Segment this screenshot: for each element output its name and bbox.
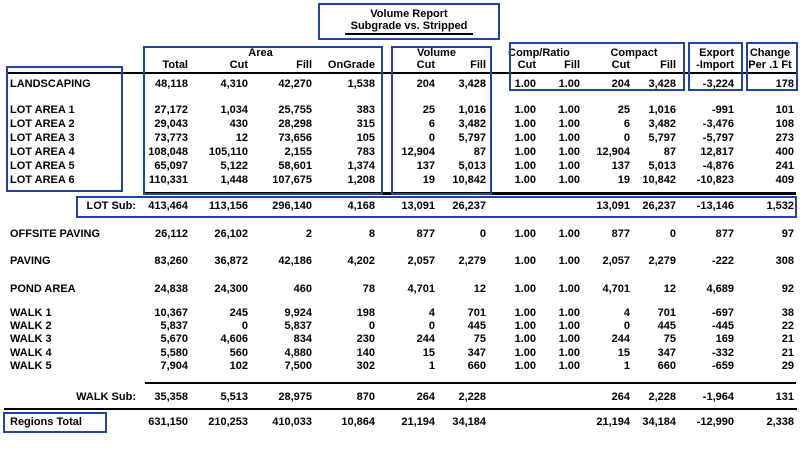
cell-vol-cut: 137: [416, 160, 435, 172]
cell-total: 110,331: [148, 174, 188, 186]
header-col-ratio-cut: Cut: [517, 59, 536, 71]
table-row: [0, 78, 800, 91]
header-group-volume: Volume: [417, 47, 456, 59]
cell-compact-fill: 660: [657, 360, 676, 372]
table-row: [0, 391, 800, 404]
cell-ongrade: 870: [356, 391, 375, 403]
header-col-change-per-ft: Per .1 Ft: [748, 59, 792, 71]
header-col-compact-cut: Cut: [611, 59, 630, 71]
cell-total: 73,773: [154, 132, 188, 144]
walk-subtotal-rule: [145, 382, 796, 384]
cell-compact-fill: 3,428: [648, 78, 676, 90]
cell-vol-cut: 0: [428, 132, 435, 144]
lot-subtotal-rule: [145, 192, 796, 195]
cell-ratio-fill: 1.00: [558, 320, 580, 332]
cell-ratio-cut: 1.00: [514, 104, 536, 116]
cell-ratio-cut: 1.00: [514, 360, 536, 372]
cell-change-per-ft: 400: [775, 146, 794, 158]
row-label: LANDSCAPING: [10, 78, 91, 90]
cell-total: 48,118: [154, 78, 188, 90]
cell-total: 29,043: [154, 118, 188, 130]
cell-compact-cut: 25: [617, 104, 630, 116]
cell-total: 7,904: [160, 360, 188, 372]
cell-ratio-fill: [542, 416, 586, 429]
cell-total: 10,367: [154, 307, 188, 319]
cell-ratio-cut: 1.00: [514, 333, 536, 345]
cell-ongrade: 8: [368, 228, 375, 240]
cell-ongrade: 302: [356, 360, 375, 372]
cell-change-per-ft: 21: [781, 333, 794, 345]
cell-compact-cut: 4: [623, 307, 630, 319]
cell-total: 5,670: [160, 333, 188, 345]
cell-compact-fill: 701: [657, 307, 676, 319]
cell-export-import: -1,964: [702, 391, 734, 403]
cell-change-per-ft: 241: [775, 160, 794, 172]
cell-ratio-fill: 1.00: [558, 228, 580, 240]
cell-export-import: 4,689: [706, 283, 734, 295]
cell-area-cut: 0: [241, 320, 248, 332]
cell-vol-cut: 4,701: [407, 283, 435, 295]
cell-ratio-fill: [542, 391, 586, 404]
cell-ratio-fill: 1.00: [558, 146, 580, 158]
row-label: LOT AREA 4: [10, 146, 75, 158]
cell-vol-fill: 87: [473, 146, 486, 158]
regions-total-rule: [4, 408, 797, 410]
cell-ongrade: 230: [356, 333, 375, 345]
cell-export-import: -12,990: [696, 416, 734, 428]
cell-export-import: 169: [715, 333, 734, 345]
cell-ratio-fill: 1.00: [558, 255, 580, 267]
cell-area-cut: 5,122: [220, 160, 248, 172]
row-label: WALK 3: [10, 333, 52, 345]
cell-area-cut: 1,034: [220, 104, 248, 116]
row-label: LOT AREA 6: [10, 174, 75, 186]
cell-ratio-cut: [492, 200, 542, 213]
table-row: [0, 347, 800, 360]
cell-vol-cut: 244: [416, 333, 435, 345]
cell-export-import: -4,876: [702, 160, 734, 172]
cell-vol-cut: 264: [416, 391, 435, 403]
cell-vol-fill: 5,797: [458, 132, 486, 144]
cell-area-fill: 42,270: [278, 78, 312, 90]
row-label: LOT AREA 5: [10, 160, 75, 172]
cell-ratio-fill: [542, 200, 586, 213]
cell-ratio-fill: 1.00: [558, 104, 580, 116]
cell-vol-cut: 13,091: [401, 200, 435, 212]
table-row: [0, 333, 800, 346]
cell-change-per-ft: 101: [775, 104, 794, 116]
cell-change-per-ft: 131: [775, 391, 794, 403]
table-row: [0, 118, 800, 131]
cell-ratio-fill: 1.00: [558, 307, 580, 319]
cell-compact-fill: 5,013: [648, 160, 676, 172]
cell-area-cut: 12: [235, 132, 248, 144]
cell-ongrade: 4,168: [347, 200, 375, 212]
cell-export-import: 12,817: [700, 146, 734, 158]
cell-compact-fill: 3,482: [648, 118, 676, 130]
cell-area-cut: 560: [229, 347, 248, 359]
table-row: [0, 416, 800, 429]
cell-compact-fill: 26,237: [642, 200, 676, 212]
table-row: [0, 255, 800, 268]
header-col-vol-cut: Cut: [416, 59, 435, 71]
cell-change-per-ft: 29: [781, 360, 794, 372]
table-row: [0, 307, 800, 320]
header-col-vol-fill: Fill: [470, 59, 486, 71]
cell-vol-fill: 34,184: [452, 416, 486, 428]
cell-vol-fill: 347: [467, 347, 486, 359]
header-group-area: Area: [248, 47, 273, 59]
header-rule: [6, 72, 797, 74]
cell-export-import: -697: [711, 307, 734, 319]
cell-vol-fill: 1,016: [458, 104, 486, 116]
row-label: PAVING: [10, 255, 51, 267]
cell-area-fill: 42,186: [278, 255, 312, 267]
cell-compact-fill: 5,797: [648, 132, 676, 144]
cell-vol-fill: 26,237: [452, 200, 486, 212]
cell-ongrade: 140: [356, 347, 375, 359]
cell-compact-cut: 12,904: [596, 146, 630, 158]
cell-area-cut: 105,110: [208, 146, 248, 158]
cell-ratio-cut: 1.00: [514, 160, 536, 172]
cell-area-fill: 410,033: [272, 416, 312, 428]
cell-ratio-cut: 1.00: [514, 255, 536, 267]
cell-area-cut: 4,310: [220, 78, 248, 90]
cell-ratio-fill: 1.00: [558, 78, 580, 90]
header-col-ongrade: OnGrade: [327, 59, 375, 71]
cell-area-fill: 7,500: [284, 360, 312, 372]
cell-export-import: -332: [711, 347, 734, 359]
cell-total: 5,837: [160, 320, 188, 332]
cell-ongrade: 783: [356, 146, 375, 158]
cell-change-per-ft: 409: [775, 174, 794, 186]
cell-total: 26,112: [154, 228, 188, 240]
cell-vol-fill: 12: [473, 283, 486, 295]
cell-export-import: -3,476: [702, 118, 734, 130]
cell-export-import: 877: [715, 228, 734, 240]
cell-vol-cut: 19: [422, 174, 435, 186]
cell-ratio-fill: 1.00: [558, 160, 580, 172]
cell-ratio-cut: 1.00: [514, 307, 536, 319]
row-label: LOT AREA 2: [10, 118, 75, 130]
cell-area-fill: 107,675: [272, 174, 312, 186]
cell-ratio-cut: 1.00: [514, 132, 536, 144]
cell-ongrade: 315: [356, 118, 375, 130]
cell-compact-cut: 13,091: [596, 200, 630, 212]
cell-total: 108,048: [148, 146, 188, 158]
report-subtitle: Subgrade vs. Stripped: [345, 20, 474, 35]
cell-ratio-fill: 1.00: [558, 333, 580, 345]
cell-area-fill: 460: [293, 283, 312, 295]
cell-ongrade: 78: [362, 283, 375, 295]
table-row: [0, 174, 800, 187]
cell-area-cut: 210,253: [208, 416, 248, 428]
cell-vol-cut: 6: [428, 118, 435, 130]
cell-compact-fill: 34,184: [642, 416, 676, 428]
cell-vol-fill: 75: [473, 333, 486, 345]
cell-vol-fill: 445: [467, 320, 486, 332]
row-label: WALK 2: [10, 320, 52, 332]
cell-total: 35,358: [154, 391, 188, 403]
cell-compact-cut: 244: [611, 333, 630, 345]
cell-compact-cut: 137: [611, 160, 630, 172]
cell-area-cut: 430: [229, 118, 248, 130]
cell-compact-fill: 10,842: [642, 174, 676, 186]
table-row: [0, 132, 800, 145]
cell-compact-fill: 445: [657, 320, 676, 332]
cell-change-per-ft: 97: [781, 228, 794, 240]
cell-vol-cut: 15: [422, 347, 435, 359]
cell-total: 24,838: [154, 283, 188, 295]
cell-area-fill: 28,298: [278, 118, 312, 130]
cell-ratio-cut: 1.00: [514, 228, 536, 240]
cell-area-cut: 4,606: [220, 333, 248, 345]
cell-vol-fill: 3,482: [458, 118, 486, 130]
cell-ratio-fill: 1.00: [558, 174, 580, 186]
cell-change-per-ft: 1,532: [766, 200, 794, 212]
report-title: Volume Report: [370, 8, 448, 20]
cell-vol-cut: 204: [416, 78, 435, 90]
header-col-compact-fill: Fill: [660, 59, 676, 71]
row-label: LOT Sub:: [86, 200, 136, 212]
cell-area-fill: 834: [293, 333, 312, 345]
cell-vol-cut: 25: [422, 104, 435, 116]
report-title-box: [318, 3, 500, 40]
cell-compact-fill: 75: [663, 333, 676, 345]
cell-compact-fill: 12: [663, 283, 676, 295]
cell-export-import: -991: [711, 104, 734, 116]
row-label: WALK 1: [10, 307, 52, 319]
cell-export-import: -445: [711, 320, 734, 332]
cell-export-import: -222: [711, 255, 734, 267]
cell-ongrade: 1,208: [347, 174, 375, 186]
cell-area-fill: 28,975: [278, 391, 312, 403]
header-group-row: [0, 47, 800, 59]
cell-ratio-cut: 1.00: [514, 146, 536, 158]
cell-compact-fill: 87: [663, 146, 676, 158]
cell-area-cut: 24,300: [214, 283, 248, 295]
cell-total: 83,260: [154, 255, 188, 267]
header-col-area-fill: Fill: [296, 59, 312, 71]
cell-area-cut: 26,102: [214, 228, 248, 240]
table-row: [0, 320, 800, 333]
cell-vol-cut: 0: [428, 320, 435, 332]
cell-ratio-fill: 1.00: [558, 118, 580, 130]
cell-area-fill: 73,656: [278, 132, 312, 144]
cell-area-fill: 58,601: [278, 160, 312, 172]
cell-compact-cut: 204: [611, 78, 630, 90]
table-row: [0, 283, 800, 296]
cell-change-per-ft: 22: [781, 320, 794, 332]
table-row: [0, 160, 800, 173]
cell-ratio-cut: 1.00: [514, 283, 536, 295]
cell-ratio-cut: 1.00: [514, 78, 536, 90]
header-group-compact: Compact: [610, 47, 658, 59]
cell-compact-fill: 347: [657, 347, 676, 359]
row-label: WALK Sub:: [76, 391, 136, 403]
cell-export-import: -13,146: [696, 200, 734, 212]
cell-ongrade: 1,538: [347, 78, 375, 90]
cell-change-per-ft: 38: [781, 307, 794, 319]
table-row: [0, 200, 800, 213]
row-label: WALK 5: [10, 360, 52, 372]
cell-ratio-cut: 1.00: [514, 347, 536, 359]
cell-vol-cut: 12,904: [401, 146, 435, 158]
cell-ongrade: 4,202: [347, 255, 375, 267]
cell-compact-fill: 1,016: [648, 104, 676, 116]
cell-ratio-fill: 1.00: [558, 360, 580, 372]
cell-export-import: -10,823: [696, 174, 734, 186]
cell-vol-fill: 2,228: [458, 391, 486, 403]
cell-vol-cut: 21,194: [401, 416, 435, 428]
cell-area-fill: 2: [305, 228, 312, 240]
header-col-total: Total: [162, 59, 188, 71]
cell-compact-cut: 15: [617, 347, 630, 359]
cell-area-cut: 1,448: [220, 174, 248, 186]
cell-area-cut: 5,513: [220, 391, 248, 403]
cell-area-cut: 245: [229, 307, 248, 319]
row-label: LOT AREA 3: [10, 132, 75, 144]
cell-total: 65,097: [154, 160, 188, 172]
header-group-export: Export: [699, 47, 734, 59]
cell-export-import: -3,224: [702, 78, 734, 90]
cell-change-per-ft: 108: [775, 118, 794, 130]
row-label: OFFSITE PAVING: [10, 228, 101, 240]
cell-total: 27,172: [154, 104, 188, 116]
cell-ratio-fill: 1.00: [558, 283, 580, 295]
row-label: Regions Total: [10, 416, 82, 428]
cell-export-import: -659: [711, 360, 734, 372]
cell-ongrade: 1,374: [347, 160, 375, 172]
cell-compact-cut: 19: [617, 174, 630, 186]
table-row: [0, 104, 800, 117]
cell-area-cut: 113,156: [208, 200, 248, 212]
cell-area-cut: 102: [229, 360, 248, 372]
cell-compact-cut: 877: [611, 228, 630, 240]
cell-ratio-fill: 1.00: [558, 347, 580, 359]
cell-area-fill: 25,755: [278, 104, 312, 116]
cell-vol-fill: 5,013: [458, 160, 486, 172]
header-group-change: Change: [749, 47, 791, 59]
cell-area-fill: 2,155: [284, 146, 312, 158]
cell-change-per-ft: 273: [775, 132, 794, 144]
table-row: [0, 228, 800, 241]
cell-vol-fill: 3,428: [458, 78, 486, 90]
cell-change-per-ft: 2,338: [766, 416, 794, 428]
header-col-area-cut: Cut: [229, 59, 248, 71]
table-row: [0, 360, 800, 373]
cell-ongrade: 10,864: [341, 416, 375, 428]
cell-ratio-cut: 1.00: [514, 174, 536, 186]
cell-compact-cut: 1: [623, 360, 630, 372]
cell-compact-fill: 0: [669, 228, 676, 240]
cell-area-fill: 9,924: [284, 307, 312, 319]
cell-change-per-ft: 21: [781, 347, 794, 359]
cell-total: 413,464: [148, 200, 188, 212]
cell-ratio-cut: 1.00: [514, 320, 536, 332]
cell-vol-cut: 2,057: [407, 255, 435, 267]
header-subcolumn-row: [0, 59, 800, 72]
cell-compact-fill: 2,228: [648, 391, 676, 403]
cell-area-cut: 36,872: [214, 255, 248, 267]
cell-ongrade: 0: [368, 320, 375, 332]
cell-vol-fill: 10,842: [452, 174, 486, 186]
cell-area-fill: 5,837: [284, 320, 312, 332]
cell-change-per-ft: 308: [775, 255, 794, 267]
cell-ratio-cut: [492, 416, 542, 429]
header-col-export-import: -Import: [696, 59, 734, 71]
cell-vol-cut: 4: [428, 307, 435, 319]
cell-vol-fill: 701: [467, 307, 486, 319]
cell-vol-fill: 660: [467, 360, 486, 372]
cell-compact-cut: 0: [623, 132, 630, 144]
cell-ratio-fill: 1.00: [558, 132, 580, 144]
cell-area-fill: 4,880: [284, 347, 312, 359]
cell-compact-cut: 4,701: [602, 283, 630, 295]
cell-compact-fill: 2,279: [648, 255, 676, 267]
cell-area-fill: 296,140: [272, 200, 312, 212]
row-label: POND AREA: [10, 283, 76, 295]
cell-compact-cut: 0: [623, 320, 630, 332]
table-row: [0, 146, 800, 159]
cell-ratio-cut: 1.00: [514, 118, 536, 130]
cell-compact-cut: 264: [611, 391, 630, 403]
cell-vol-cut: 1: [428, 360, 435, 372]
cell-compact-cut: 6: [623, 118, 630, 130]
cell-ratio-cut: [492, 391, 542, 404]
cell-ongrade: 383: [356, 104, 375, 116]
row-label: WALK 4: [10, 347, 52, 359]
cell-change-per-ft: 178: [775, 78, 794, 90]
cell-change-per-ft: 92: [781, 283, 794, 295]
cell-total: 5,580: [160, 347, 188, 359]
cell-export-import: -5,797: [702, 132, 734, 144]
cell-vol-fill: 0: [479, 228, 486, 240]
row-label: LOT AREA 1: [10, 104, 75, 116]
cell-vol-fill: 2,279: [458, 255, 486, 267]
header-col-ratio-fill: Fill: [564, 59, 580, 71]
cell-vol-cut: 877: [416, 228, 435, 240]
cell-ongrade: 198: [356, 307, 375, 319]
cell-compact-cut: 2,057: [602, 255, 630, 267]
cell-compact-cut: 21,194: [596, 416, 630, 428]
header-group-comp-ratio: Comp/Ratio: [508, 47, 570, 59]
cell-ongrade: 105: [356, 132, 375, 144]
cell-total: 631,150: [148, 416, 188, 428]
